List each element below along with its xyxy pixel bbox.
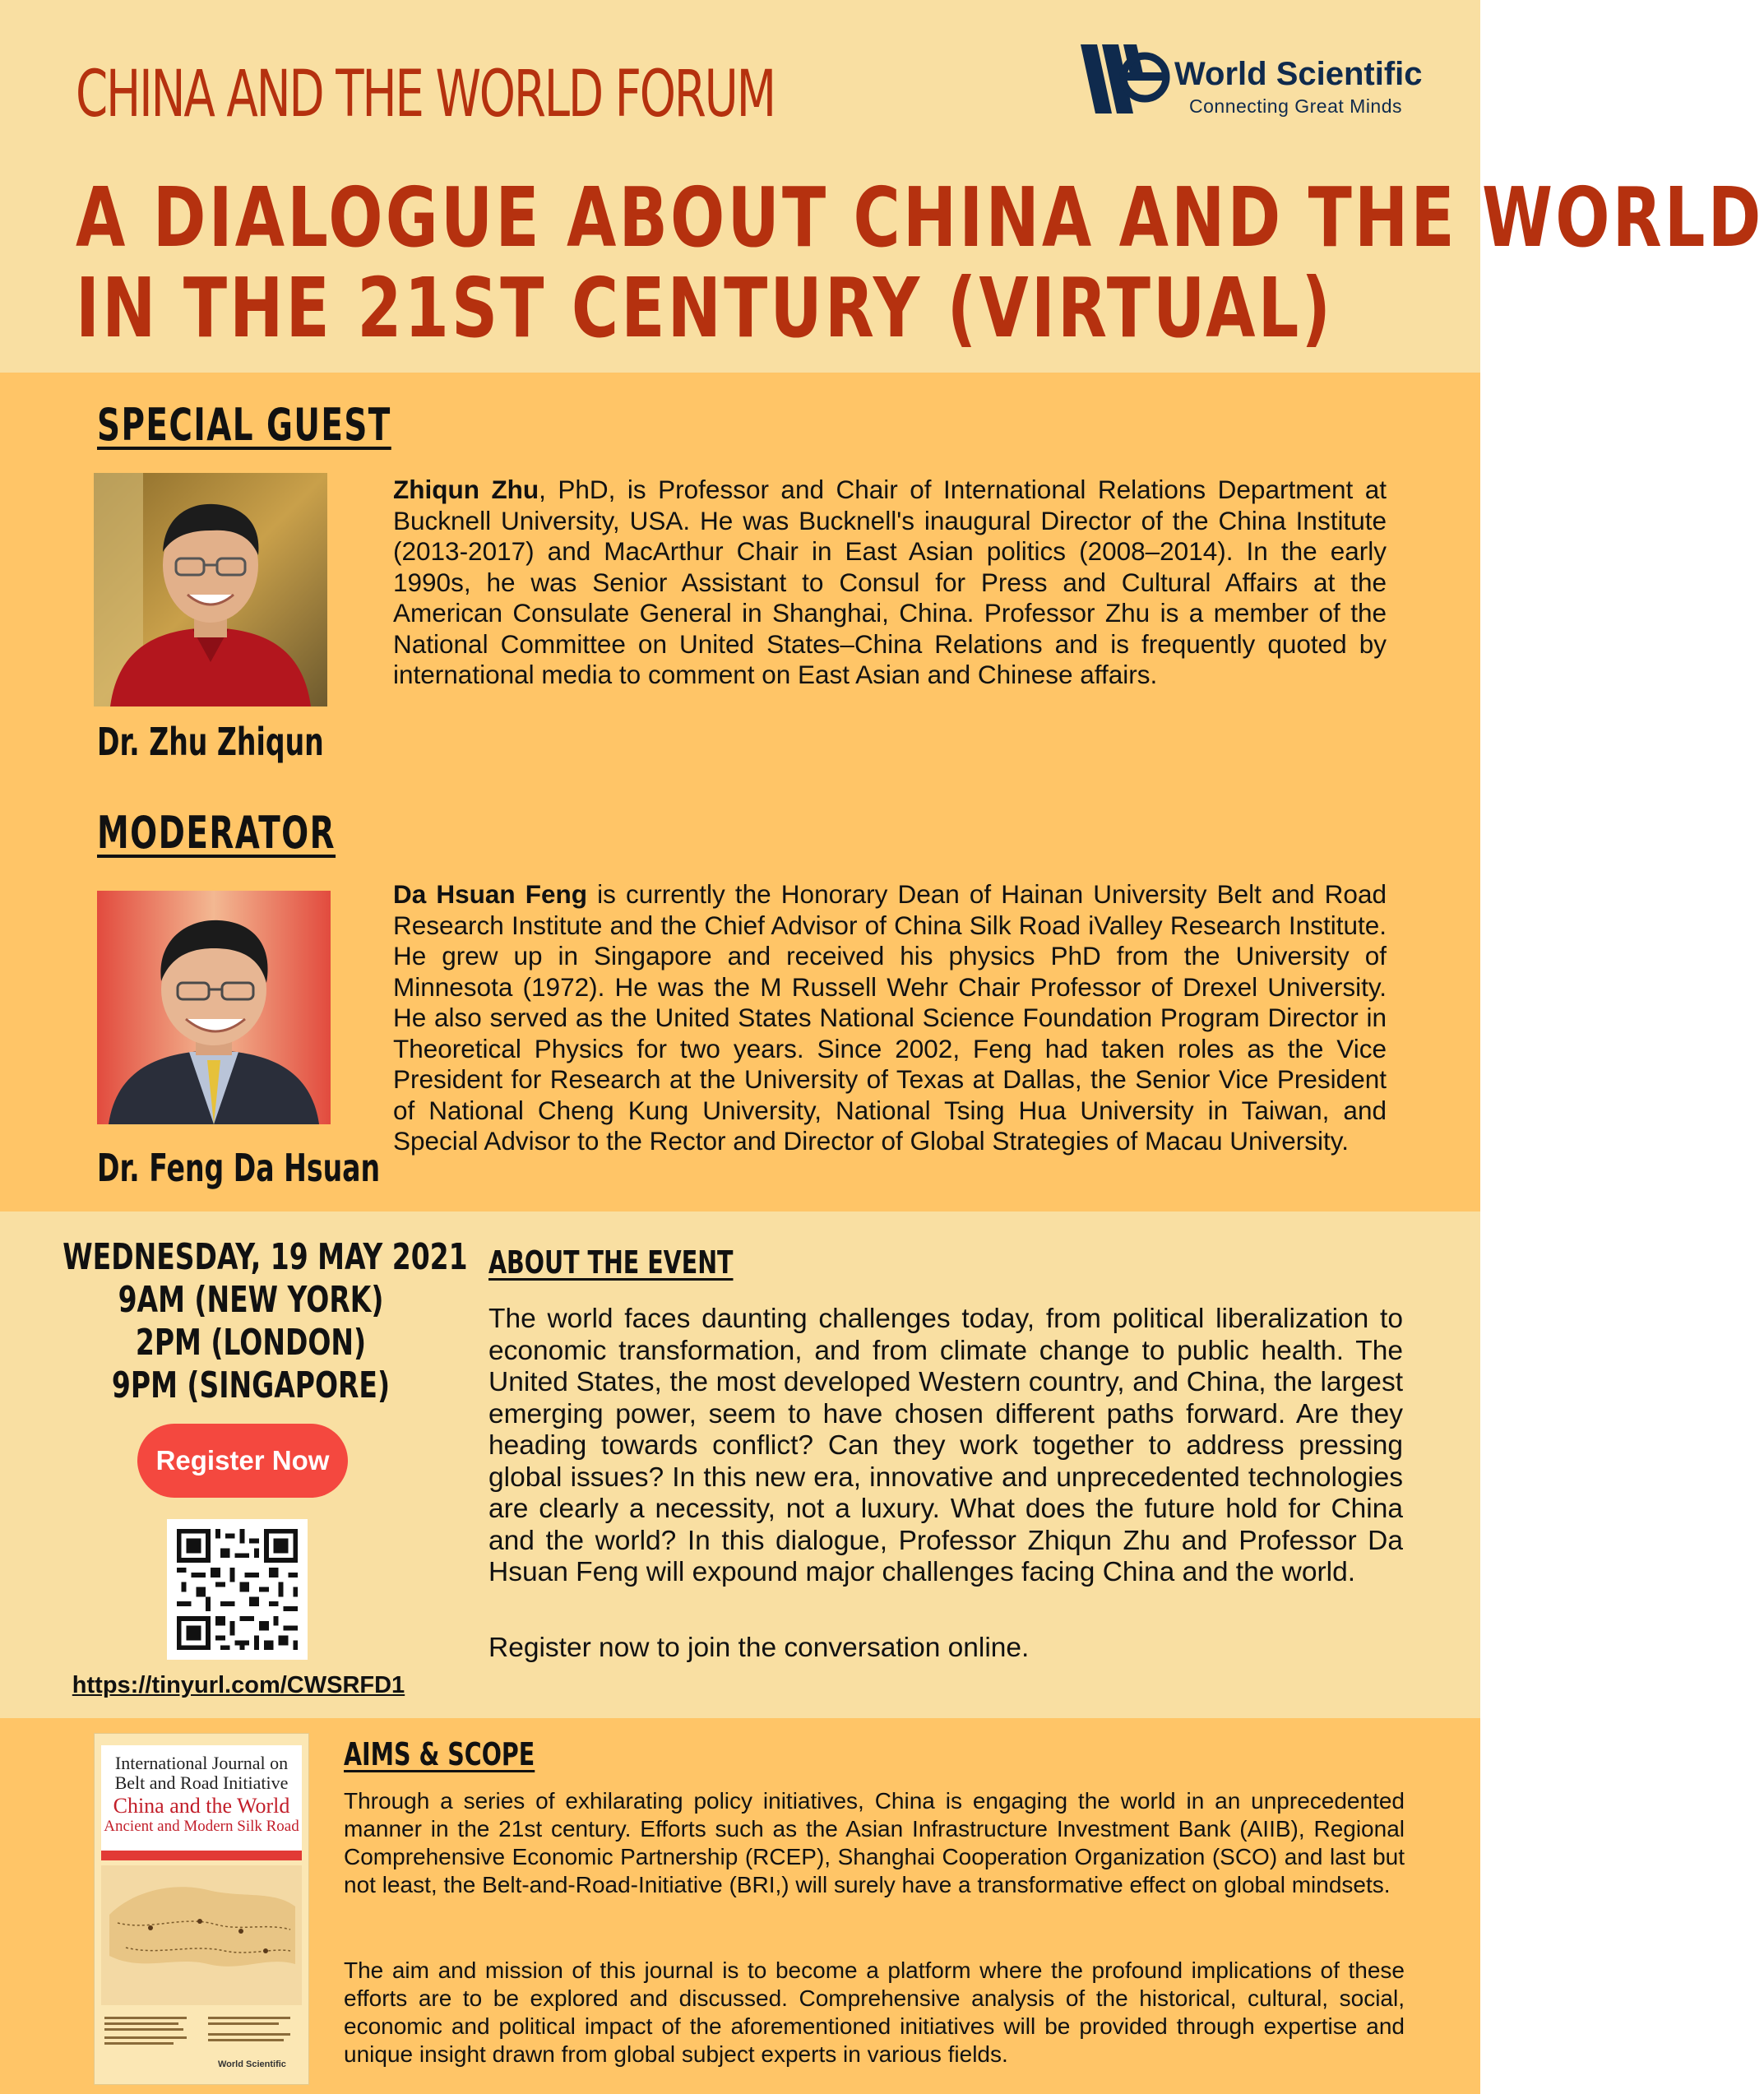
- event-time-singapore: 9PM (SINGAPORE): [111, 1364, 391, 1406]
- cover-contents-lines: [101, 2013, 302, 2055]
- world-scientific-logo: [1079, 41, 1433, 123]
- guest-bio: [393, 475, 1387, 691]
- registration-link[interactable]: https://tinyurl.com/CWSRFD1: [72, 1672, 405, 1698]
- moderator-heading: MODERATOR: [97, 807, 336, 859]
- guest-bio-lead: Zhiqun Zhu: [393, 475, 539, 504]
- header: [0, 0, 1764, 373]
- journal-cover-title: [101, 1745, 302, 1859]
- cover-title-line-3: China and the World: [113, 1794, 290, 1818]
- moderator-photo: [97, 891, 331, 1124]
- cover-title-line-2: Belt and Road Initiative: [114, 1772, 289, 1793]
- aims-scope-heading: AIMS & SCOPE: [344, 1736, 535, 1772]
- speakers-section: [0, 373, 1480, 1211]
- registration-qr-code[interactable]: [167, 1519, 308, 1660]
- aims-scope-paragraph-1: Through a series of exhilarating policy initiatives, China is engaging the world in an unprecedented manner in the 21st century. Efforts such as the Asian Infrastructure Investment Bank (AIIB), Regional Comprehensive Economic Partnership (RCEP), Shanghai Cooperation Organization (SCO) and last but not least, the Belt-and-Road-Initiative (BRI,) will surely have a transformative effect on global mindsets.: [344, 1788, 1405, 1897]
- main-title-line-1: A DIALOGUE ABOUT CHINA AND THE WORLD: [76, 169, 1764, 266]
- register-now-button[interactable]: Register Now: [137, 1424, 348, 1498]
- journal-cover: [94, 1733, 309, 2085]
- cover-publisher: World Scientific: [218, 2059, 286, 2069]
- cover-red-bar: [101, 1851, 302, 1860]
- aims-scope-paragraph-2: The aim and mission of this journal is to become a platform where the profound implications of these efforts are to be explored and discussed. Comprehensive analysis of the historical, cultural, social, economic and political impact of the aforementioned initiatives will be provided through expertise and unique insight drawn from global subject experts in various fields.: [344, 1957, 1405, 2067]
- journal-section: [0, 1718, 1480, 2094]
- about-event-text: The world faces daunting challenges today, from political liberalization to economic transformation, and from climate change to public health. The United States, the most developed Western country, and China, the largest emerging power, seem to have chosen different paths forward. Are they heading towards conflict? Can they work together to address pressing global issues? In this new era, innovative and unprecedented technologies are clearly a necessity, not a luxury. What does the future hold for China and the world? In this dialogue, Professor Zhiqun Zhu and Professor Da Hsuan Feng will expound major challenges facing China and the world.: [488, 1304, 1403, 1587]
- cover-title-line-1: International Journal on: [114, 1753, 289, 1773]
- about-event-heading: ABOUT THE EVENT: [488, 1244, 734, 1281]
- event-date: WEDNESDAY, 19 MAY 2021: [63, 1236, 468, 1278]
- event-time-new-york: 9AM (NEW YORK): [118, 1279, 384, 1321]
- guest-photo: [94, 473, 327, 706]
- cover-title-line-4: Ancient and Modern Silk Road: [104, 1818, 299, 1835]
- moderator-bio-text: is currently the Honorary Dean of Hainan University Belt and Road Research Institute and the Chief Advisor of China Silk Road iValley Research Institute. He grew up in Singapore and received his physics PhD from the University of Minnesota (1972). He was the M Russell Wehr Chair Professor of Drexel University. He also served as the United States National Science Foundation Program Director in Theoretical Physics for two years. Since 2002, Feng had taken roles as the Vice President for Research at the University of Texas at Dallas, the Senior Vice President of National Cheng Kung University, National Tsing Hua University in Taiwan, and Special Advisor to the Rector and Director of Global Strategies of Macau University.: [393, 879, 1387, 1156]
- world-scientific-logo-icon: [1079, 41, 1168, 117]
- moderator-bio: [393, 879, 1387, 1157]
- event-time-london: 2PM (LONDON): [135, 1322, 367, 1364]
- about-event-cta: Register now to join the conversation online.: [488, 1633, 1030, 1663]
- guest-name: Dr. Zhu Zhiqun: [97, 720, 324, 764]
- main-title: [76, 169, 1764, 356]
- logo-tagline: Connecting Great Minds: [1189, 95, 1403, 117]
- event-section: [0, 1211, 1480, 1718]
- guest-bio-text: , PhD, is Professor and Chair of International Relations Department at Bucknell University, USA. He was Bucknell's inaugural Director of the China Institute (2013-2017) and MacArthur Chair in East Asian politics (2008–2014). In the early 1990s, he was Senior Assistant to Consul for Press and Cultural Affairs at the American Consulate General in Shanghai, China. Professor Zhu is a member of the National Committee on United States–China Relations and is frequently quoted by international media to comment on East Asian and Chinese affairs.: [393, 475, 1387, 689]
- main-title-line-2: IN THE 21ST CENTURY (VIRTUAL): [76, 260, 1334, 356]
- forum-title: CHINA AND THE WORLD FORUM: [76, 58, 775, 132]
- special-guest-heading: SPECIAL GUEST: [97, 399, 391, 451]
- moderator-name: Dr. Feng Da Hsuan: [97, 1146, 381, 1190]
- logo-name: World Scientific: [1174, 56, 1423, 92]
- cover-map-graphic: [101, 1865, 302, 2005]
- event-datetime: [0, 1236, 502, 1407]
- moderator-bio-lead: Da Hsuan Feng: [393, 879, 588, 909]
